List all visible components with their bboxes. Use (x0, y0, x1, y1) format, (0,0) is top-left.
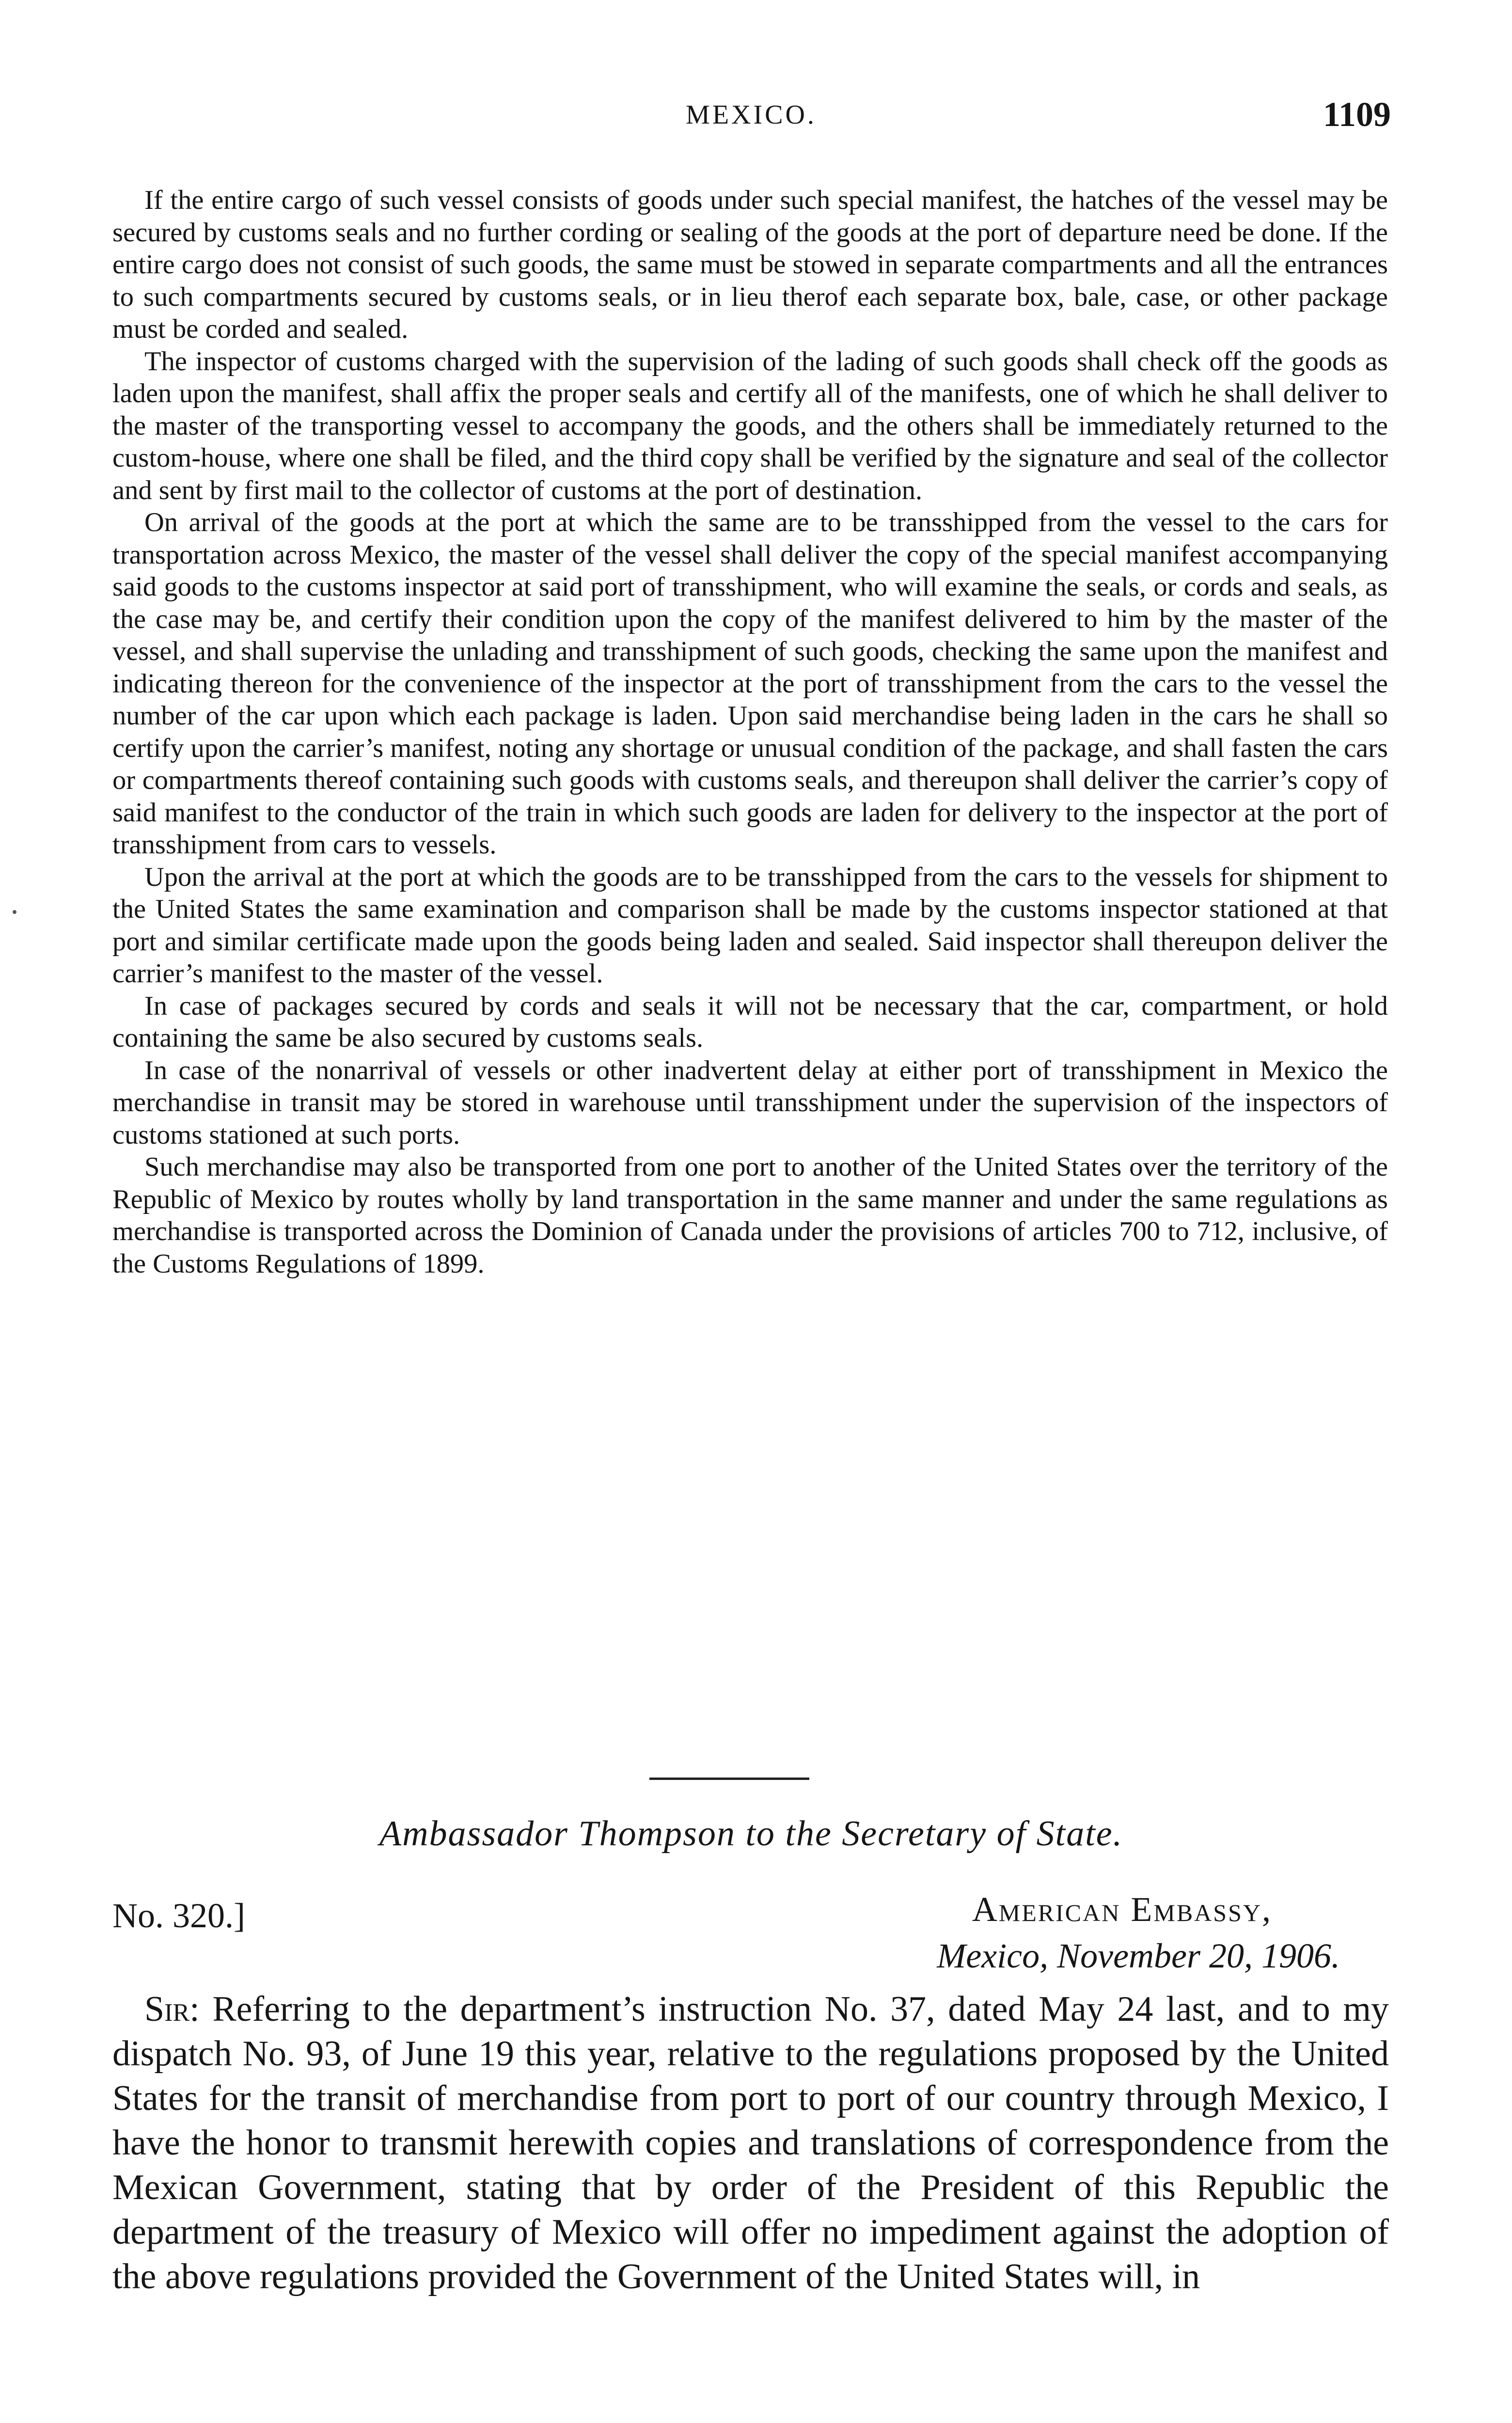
margin-mark (13, 910, 16, 914)
salutation: Sir: (144, 1989, 200, 2029)
regulation-paragraph: Such merchandise may also be transported from one port to another of the United States over the territory of the Republic of Mexico by routes wholly by land transportation in the same manner and under the same regulations as merchandise is transported across the Dominion of Canada under the provisions of articles 700 to 712, inclusive, of the Customs Regulations of 1899. (112, 1152, 1388, 1279)
letter-body-text: Referring to the department’s instruction No. 37, dated May 24 last, and to my dispatch No. 93, of June 19 this year, relative to the regulations proposed by the United States for the transit of merchandise from port to port of our country through Mexico, I have the honor to transmit herewith copies and translations of correspondence from the Mexican Government, stating that by order of the President of this Republic the department of the treasury of Mexico will offer no impediment against the adoption of the above regulations provided the Government of the United States will, in (112, 1989, 1389, 2297)
section-divider (649, 1778, 809, 1780)
page-header (111, 94, 1391, 138)
place-and-date: Mexico, November 20, 1906. (937, 1936, 1340, 1975)
page-number: 1109 (1323, 95, 1391, 134)
letter-heading: Ambassador Thompson to the Secretary of State. (379, 1814, 1123, 1854)
regulation-paragraph: In case of the nonarrival of vessels or other inadvertent delay at either port of transshipment in Mexico the merchandise in transit may be stored in warehouse until transshipment under the supervision of the inspectors of customs stationed at such ports. (112, 1055, 1388, 1150)
letter-paragraph (112, 1987, 1389, 2299)
letter-body (112, 1987, 1389, 2299)
regulation-paragraph: On arrival of the goods at the port at which the same are to be transshipped from the vessel to the cars for transportation across Mexico, the master of the vessel shall deliver the copy of the special manifest accompanying said goods to the customs inspector at said port of transshipment, who will examine the seals, or cords and seals, as the case may be, and certify their condition upon the copy of the manifest delivered to him by the master of the vessel, and shall supervise the unlading and transshipment of such goods, checking the same upon the manifest and indicating thereon for the convenience of the inspector at the port of transshipment from the cars to the vessel the number of the car upon which each package is laden. Upon said merchandise being laden in the cars he shall so certify upon the carrier’s manifest, noting any shortage or unusual condition of the package, and shall fasten the cars or compartments thereof containing such goods with customs seals, and thereupon shall deliver the carrier’s copy of said manifest to the conductor of the train in which such goods are laden for delivery to the inspector at the port of transshipment from cars to vessels. (112, 507, 1388, 860)
regulation-paragraph: The inspector of customs charged with the supervision of the lading of such goods shall check off the goods as laden upon the manifest, shall affix the proper seals and certify all of the manifests, one of which he shall deliver to the master of the transporting vessel to accompany the goods, and the others shall be immediately returned to the custom-house, where one shall be filed, and the third copy shall be verified by the signature and seal of the collector and sent by first mail to the collector of customs at the port of destination. (112, 346, 1388, 505)
running-title: MEXICO. (686, 100, 817, 130)
embassy-name: American Embassy, (972, 1890, 1272, 1929)
letter-dateline (937, 1886, 1340, 1979)
dispatch-number: No. 320.] (112, 1896, 245, 1935)
regulation-paragraph: Upon the arrival at the port at which the goods are to be transshipped from the cars to the vessels for shipment to the United States the same examination and comparison shall be made by the customs inspector stationed at that port and similar certificate made upon the goods being laden and sealed. Said inspector shall thereupon deliver the carrier’s manifest to the master of the vessel. (112, 862, 1388, 989)
regulations-text (112, 184, 1388, 1280)
regulation-paragraph: If the entire cargo of such vessel consists of goods under such special manifest, the hatches of the vessel may be secured by customs seals and no further cording or sealing of the goods at the port of departure need be done. If the entire cargo does not consist of such goods, the same must be stowed in separate compartments and all the entrances to such compartments secured by customs seals, or in lieu therof each separate box, bale, case, or other package must be corded and sealed. (112, 185, 1388, 344)
regulation-paragraph: In case of packages secured by cords and seals it will not be necessary that the car, compartment, or hold containing the same be also secured by customs seals. (112, 991, 1388, 1053)
